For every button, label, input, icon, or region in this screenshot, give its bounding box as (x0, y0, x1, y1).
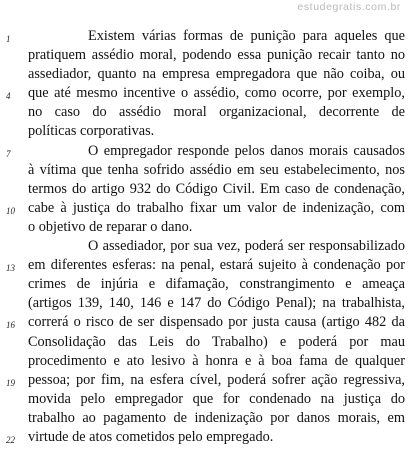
line-text: assediador, quanto na empresa empregadora que não coiba, ou (28, 66, 405, 83)
line-text: em diferentes esferas: na penal, estará sujeito à condenação por (28, 257, 405, 274)
line-text: políticas corporativas. (28, 123, 155, 140)
line-number: 1 (6, 34, 11, 44)
text-line (0, 371, 413, 390)
text-line (0, 428, 413, 447)
text-line (0, 27, 413, 46)
text-line (0, 390, 413, 409)
text-line (0, 237, 413, 256)
line-number: 13 (6, 263, 15, 274)
text-line (0, 275, 413, 294)
line-text: pessoa; por fim, na esfera cível, poderá sofrer ação regressiva, (28, 371, 405, 388)
line-text: movida pelo empregador que for condenado na justiça do (28, 390, 405, 407)
line-number: 7 (6, 148, 11, 159)
line-number: 10 (6, 205, 15, 216)
watermark: estudegratis.com.br (297, 1, 401, 13)
text-line (0, 313, 413, 332)
text-line (0, 180, 413, 199)
line-text: que até mesmo incentive o assédio, como ocorre, por exemplo, (28, 85, 405, 102)
line-text: trabalho ao pagamento de indenização por danos morais, em (28, 409, 405, 426)
line-text: termos do artigo 932 do Código Civil. Em caso de condenação, (28, 180, 405, 197)
line-text: no caso do assédio moral organizacional, decorrente de (28, 104, 405, 121)
line-text: o objetivo de reparar o dano. (28, 218, 193, 235)
line-text: virtude de atos cometidos pelo empregado. (28, 428, 274, 445)
text-line (0, 142, 413, 161)
text-line (0, 352, 413, 371)
line-text: Existem várias formas de punição para aqueles que (88, 28, 405, 44)
line-number: 22 (6, 434, 15, 445)
line-number: 16 (6, 320, 15, 331)
line-text: correrá o risco de ser dispensado por justa causa (artigo 482 da (28, 314, 405, 331)
text-line (0, 256, 413, 275)
line-text: à vítima que tenha sofrido assédio em seu estabelecimento, nos (28, 161, 405, 178)
line-text: cabe à justiça do trabalho fixar um valor de indenização, com (28, 199, 405, 216)
line-text: crimes de injúria e difamação, constrangimento e ameaça (28, 276, 405, 293)
text-line (0, 46, 413, 65)
text-line (0, 294, 413, 313)
line-number: 19 (6, 377, 15, 388)
text-line (0, 65, 413, 84)
text-line (0, 199, 413, 218)
line-text: pratiquem assédio moral, podendo essa punição recair tanto no (28, 47, 405, 64)
text-line (0, 161, 413, 180)
line-text: O assediador, por sua vez, poderá ser responsabilizado (88, 238, 405, 255)
text-line (0, 103, 413, 122)
line-text: Consolidação das Leis do Trabalho) e poderá por mau (28, 333, 405, 350)
line-text: (artigos 139, 140, 146 e 147 do Código Penal); na trabalhista, (28, 295, 405, 312)
line-number: 4 (6, 91, 11, 102)
line-text: procedimento e ato lesivo à honra e à boa fama de qualquer (28, 352, 405, 369)
document-text (0, 27, 413, 447)
text-line (0, 84, 413, 103)
text-line (0, 122, 413, 141)
text-line (0, 409, 413, 428)
text-line (0, 333, 413, 352)
text-line (0, 218, 413, 237)
line-text: O empregador responde pelos danos morais causados (88, 142, 405, 159)
